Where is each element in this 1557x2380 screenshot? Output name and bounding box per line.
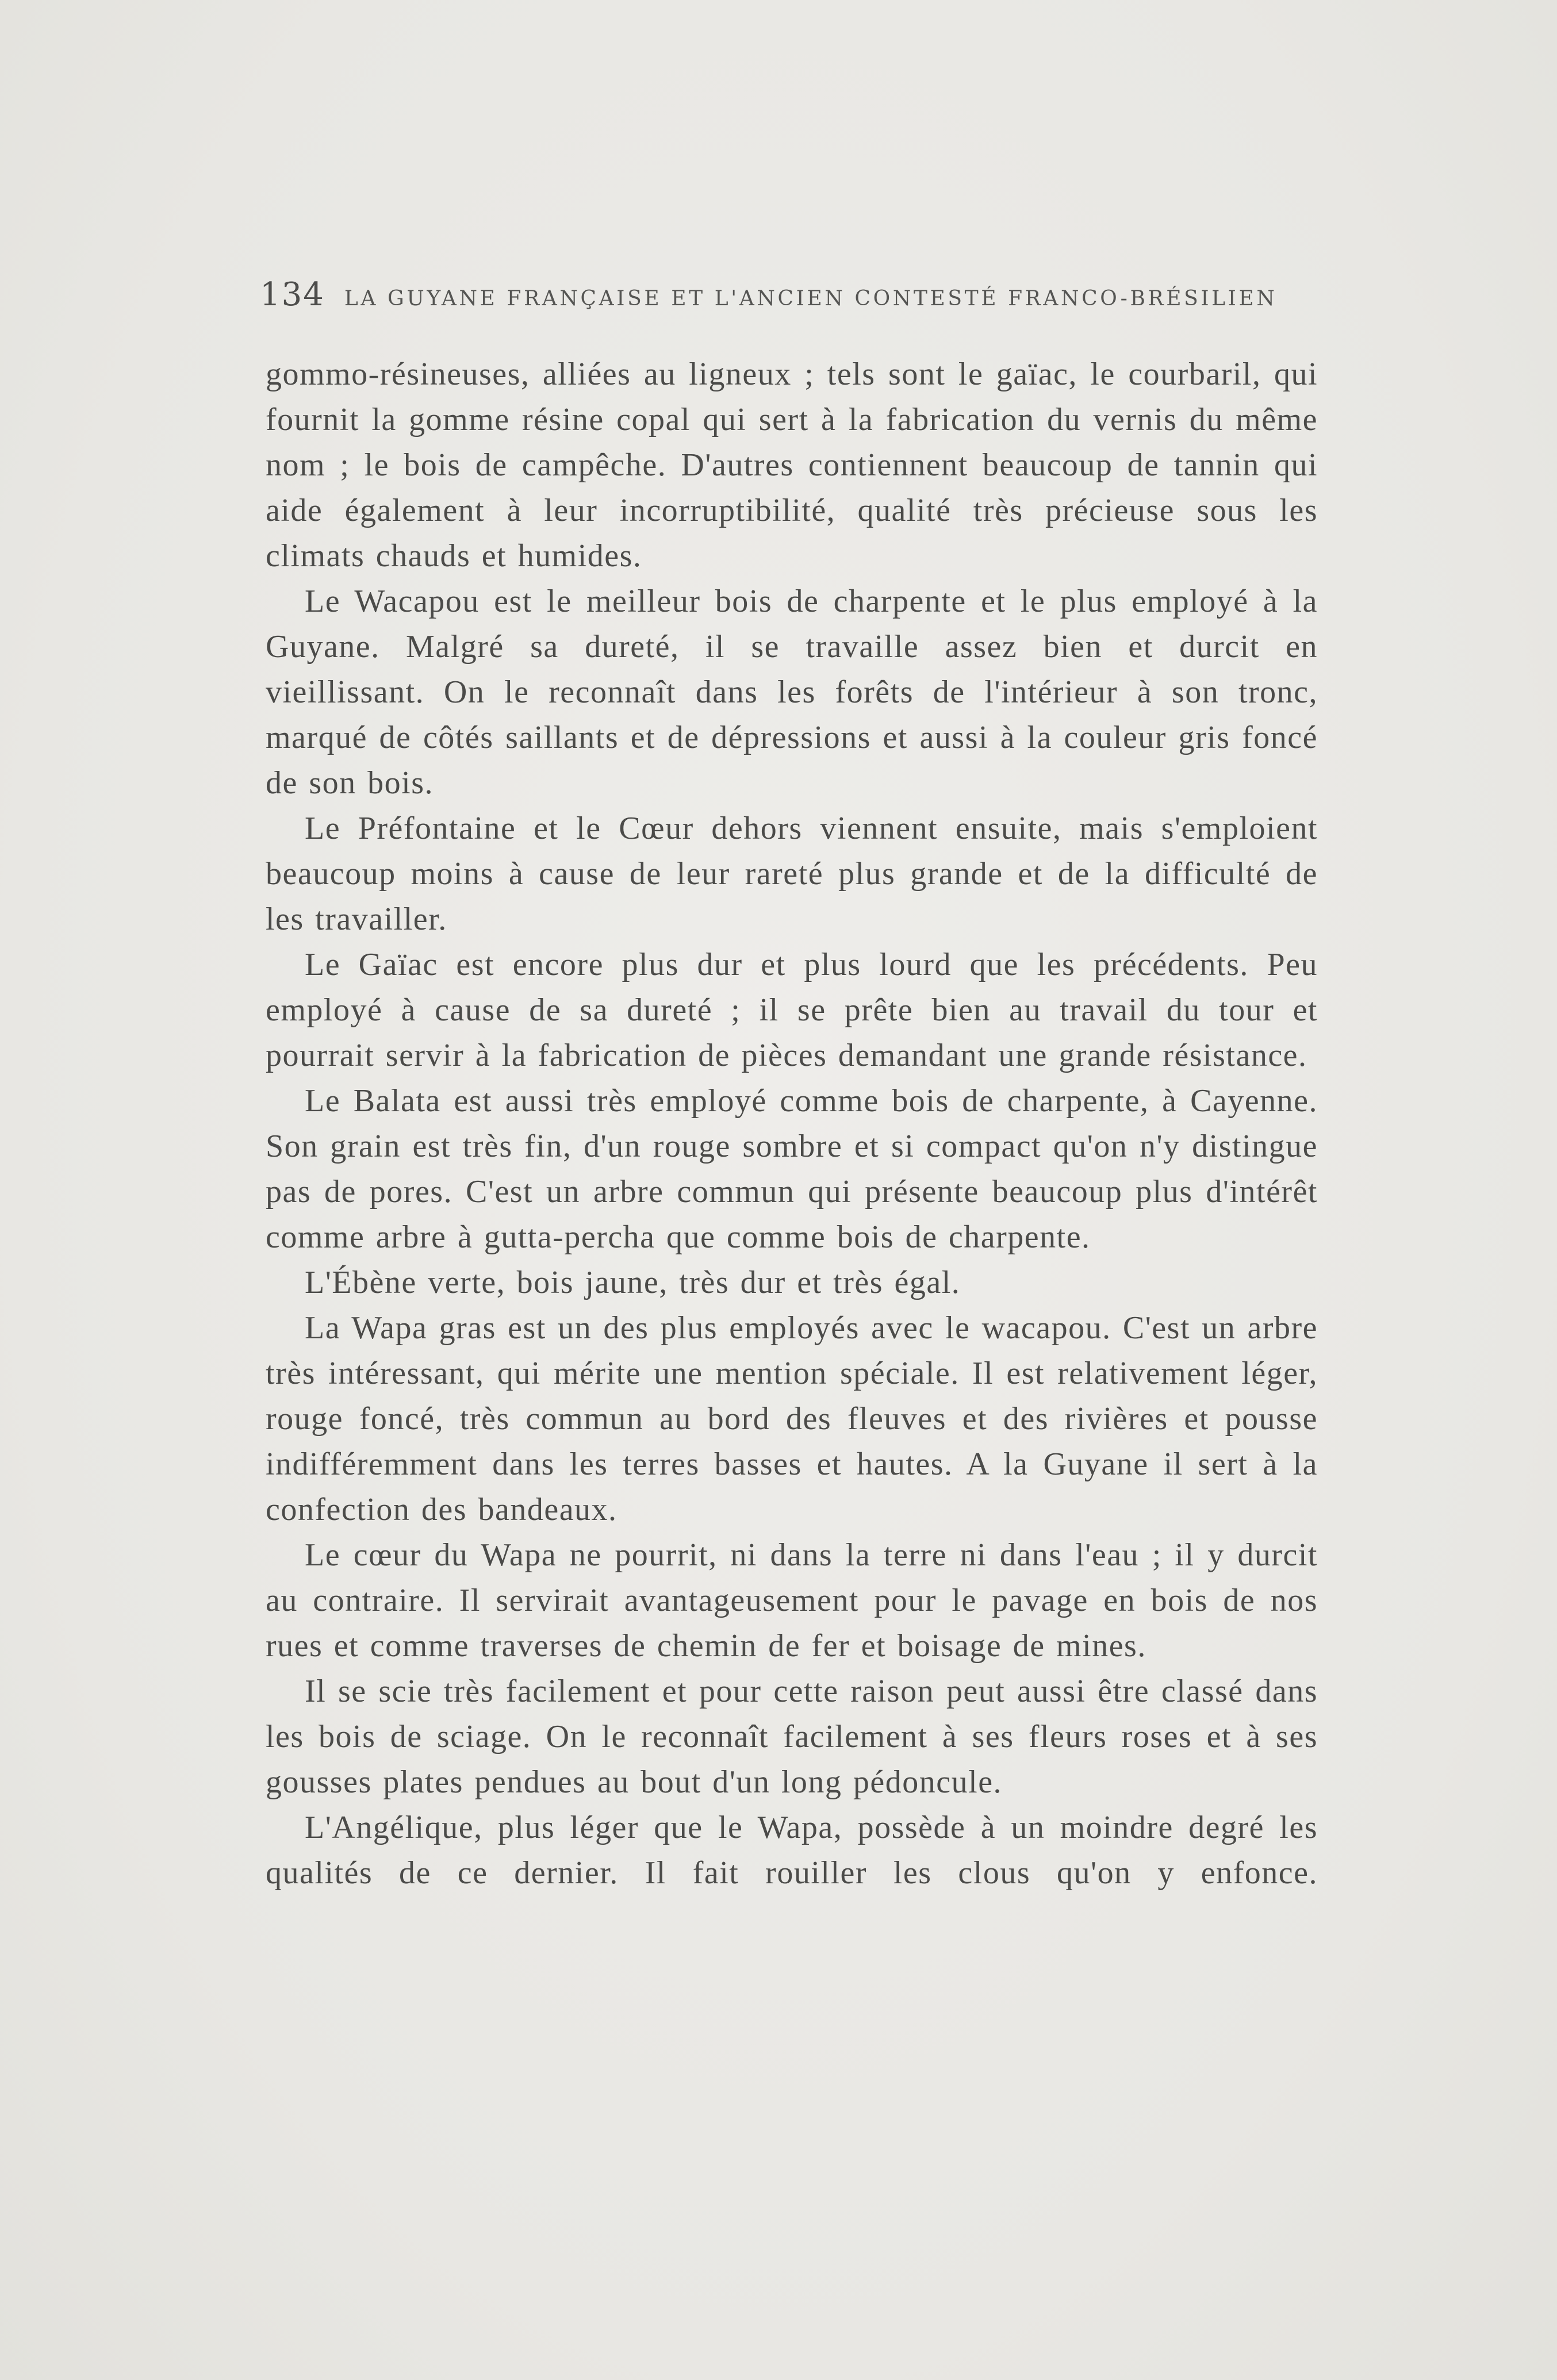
paragraph: Le cœur du Wapa ne pourrit, ni dans la terre ni dans l'eau ; il y durcit au contraire. Il servirait avantageusement pour le pavage en bois de nos rues et comme traverses de chemin de fer et boisage de mines. <box>266 1537 1318 1664</box>
paragraph: Le Balata est aussi très employé comme bois de charpente, à Cayenne. Son grain est très fin, d'un rouge sombre et si compact qu'on n'y distingue pas de pores. C'est un arbre commun qui présente beaucoup plus d'intérêt comme arbre à gutta-percha que comme bois de charpente. <box>266 1083 1318 1255</box>
paragraph: Le Préfontaine et le Cœur dehors viennent ensuite, mais s'emploient beaucoup moins à cause de leur rareté plus grande et de la difficulté de les travailler. <box>266 811 1318 937</box>
body-text <box>266 352 1318 1896</box>
running-title: LA GUYANE FRANÇAISE ET L'ANCIEN CONTESTÉ FRANCO-BRÉSILIEN <box>344 287 1278 310</box>
paragraph: Il se scie très facilement et pour cette raison peut aussi être classé dans les bois de sciage. On le reconnaît facilement à ses fleurs roses et à ses gousses plates pendues au bout d'un long pédoncule. <box>266 1673 1318 1800</box>
paragraph: gommo-résineuses, alliées au ligneux ; tels sont le gaïac, le courbaril, qui fournit la gomme résine copal qui sert à la fabrication du vernis du même nom ; le bois de campêche. D'autres contiennent beaucoup de tannin qui aide également à leur incorruptibilité, qualité très précieuse sous les climats chauds et humides. <box>266 356 1318 574</box>
paragraph: L'Ébène verte, bois jaune, très dur et très égal. <box>305 1265 961 1300</box>
paragraph: Le Gaïac est encore plus dur et plus lourd que les précédents. Peu employé à cause de sa dureté ; il se prête bien au travail du tour et pourrait servir à la fabrication de pièces demandant une grande résistance. <box>266 947 1318 1073</box>
page-number: 134 <box>260 276 325 313</box>
paragraph: La Wapa gras est un des plus employés avec le wacapou. C'est un arbre très intéressant, qui mérite une mention spéciale. Il est relativement léger, rouge foncé, très commun au bord des fleuves et des rivières et pousse indifféremment dans les terres basses et hautes. A la Guyane il sert à la confection des bandeaux. <box>266 1310 1318 1527</box>
running-head <box>260 276 1318 322</box>
paragraph: L'Angélique, plus léger que le Wapa, possède à un moindre degré les qualités de ce dernier. Il fait rouiller les clous qu'on y enfonce. <box>266 1810 1318 1891</box>
paragraph: Le Wacapou est le meilleur bois de charpente et le plus employé à la Guyane. Malgré sa dureté, il se travaille assez bien et durcit en vieillissant. On le reconnaît dans les forêts de l'intérieur à son tronc, marqué de côtés saillants et de dépressions et aussi à la couleur gris foncé de son bois. <box>266 584 1318 801</box>
